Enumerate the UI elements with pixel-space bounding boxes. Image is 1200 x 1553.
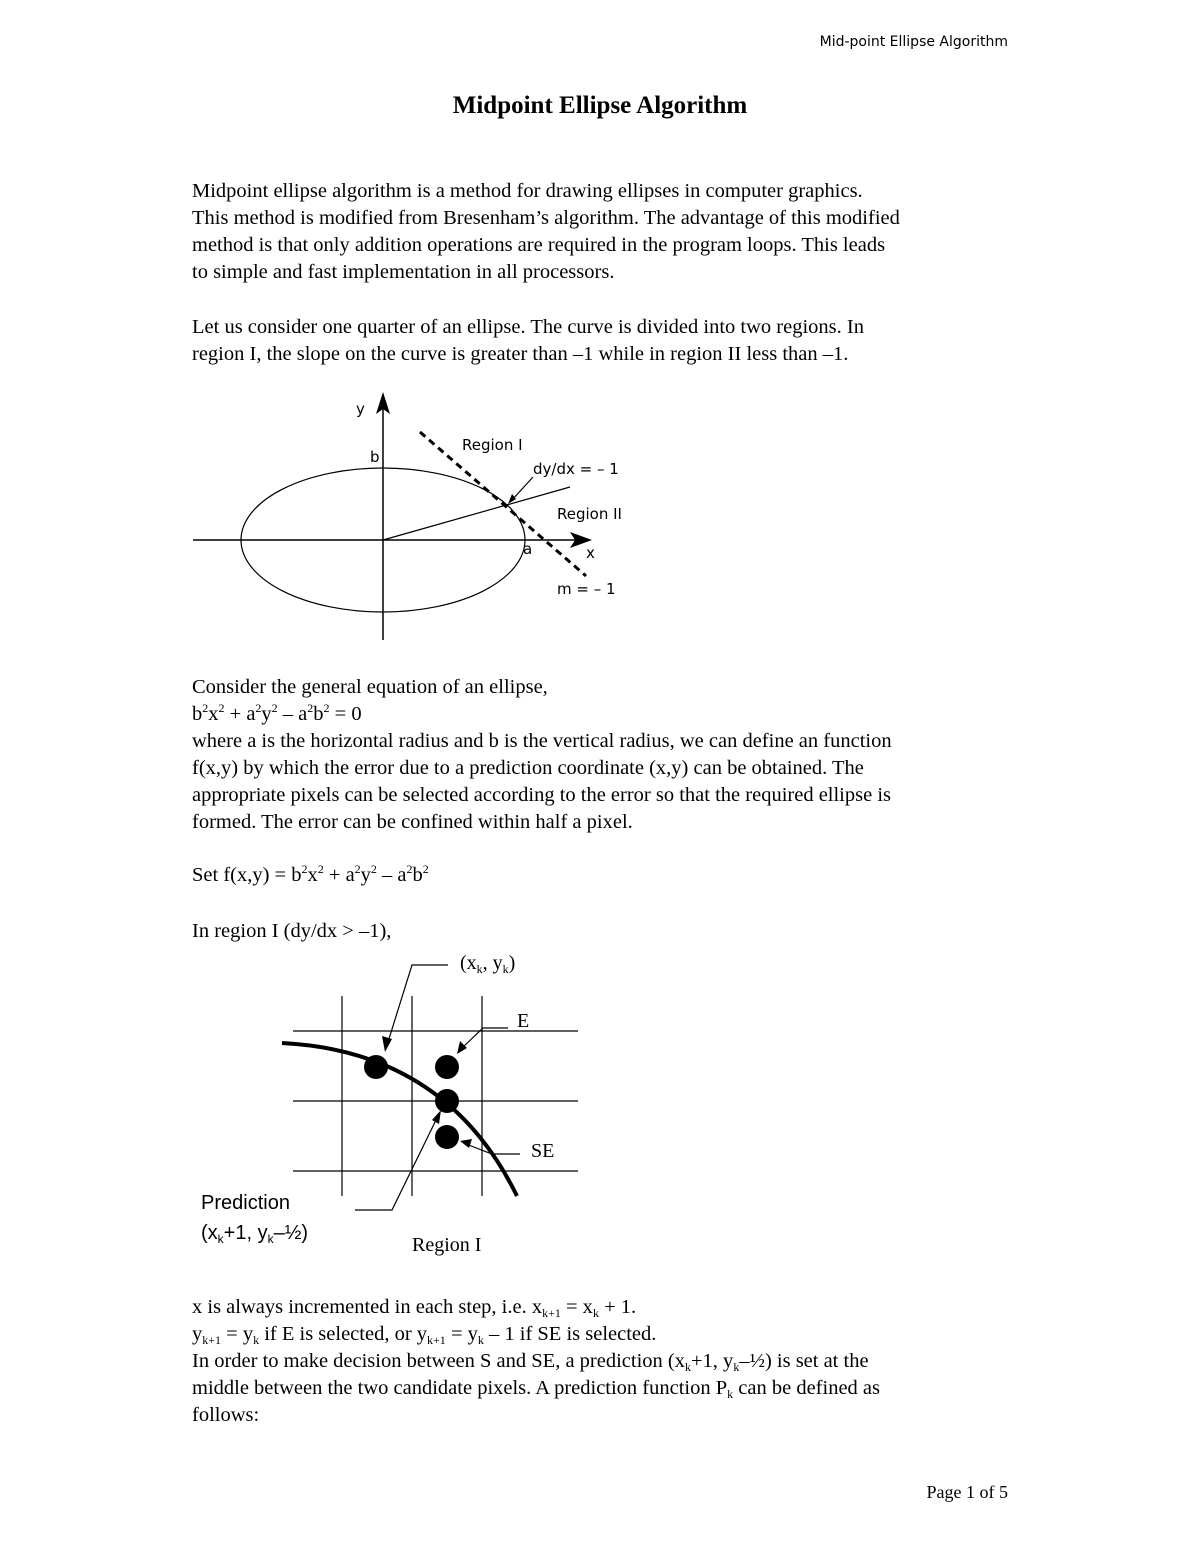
steps-section <box>192 1294 880 1429</box>
intro-line: method is that only addition operations are required in the program loops. This leads <box>192 234 886 256</box>
intro-line: to simple and fast implementation in all processors. <box>192 261 615 283</box>
b-label: b <box>370 448 380 466</box>
general-intro: Consider the general equation of an ellipse, <box>192 676 548 698</box>
prediction-pointer-arrowhead <box>432 1110 441 1124</box>
e-pointer-arrowhead <box>457 1041 467 1054</box>
se-pointer-arrowhead <box>460 1139 472 1148</box>
slope-pointer-line <box>512 477 533 500</box>
current-pixel-label: ($x_k$, $y_k$) <box>460 952 516 976</box>
page-title: Midpoint Ellipse Algorithm <box>452 92 748 119</box>
se-pixel-label: SE <box>531 1140 555 1162</box>
intro-line: This method is modified from Bresenham’s algorithm. The advantage of this modified <box>192 207 900 229</box>
general-line: formed. The error can be confined within half a pixel. <box>192 811 633 833</box>
pixel-pointer-arrowhead <box>382 1036 392 1052</box>
m-label: m = – 1 <box>557 580 616 598</box>
general-line: appropriate pixels can be selected according to the error so that the required ellipse is <box>192 784 892 806</box>
region1-label: Region I <box>462 436 523 454</box>
intro-line: Midpoint ellipse algorithm is a method for drawing ellipses in computer graphics. <box>192 180 863 202</box>
step-line: In order to make decision between S and SE, a prediction ($x_k+1$, $y_k-\frac{1}{2}$) is set at the <box>192 1350 869 1374</box>
pixel-midpoint <box>435 1089 459 1113</box>
e-pixel-label: E <box>517 1010 530 1032</box>
page-number: Page 1 of 5 <box>926 1482 1008 1502</box>
pixel-se <box>435 1125 459 1149</box>
step-line: middle between the two candidate pixels. A prediction function $P_k$ can be defined as <box>192 1377 880 1401</box>
slope-label: dy/dx = – 1 <box>533 460 619 478</box>
running-header: Mid-point Ellipse Algorithm <box>819 34 1008 50</box>
step-line: $y_{k+1} = y_k$ if E is selected, or $y_{k+1} = y_k - 1$ if SE is selected. <box>192 1323 657 1347</box>
midpoint-grid-figure <box>282 965 578 1210</box>
y-axis-label: y <box>356 400 365 418</box>
pixel-e <box>435 1055 459 1079</box>
general-line: f(x,y) by which the error due to a prediction coordinate (x,y) can be obtained. The <box>192 757 864 779</box>
prediction-coordinate-label: ($x_k+1$, $y_k-\frac{1}{2}$) <box>201 1222 309 1246</box>
radius-line <box>383 487 570 540</box>
step-line: follows: <box>192 1404 260 1426</box>
ellipse-equation: $b^2x^2 + a^2y^2 - a^2b^2 = 0$ <box>192 701 362 725</box>
prediction-label: Prediction <box>201 1192 290 1214</box>
region2-label: Region II <box>557 505 622 523</box>
prediction-pointer-line <box>355 1118 437 1210</box>
regions-line: region I, the slope on the curve is greater than –1 while in region II less than –1. <box>192 343 849 365</box>
general-line: where a is the horizontal radius and b is the vertical radius, we can define an function <box>192 730 892 752</box>
figure-caption-region1: Region I <box>412 1234 482 1256</box>
pixel-current <box>364 1055 388 1079</box>
x-axis-label: x <box>586 544 595 562</box>
a-label: a <box>523 540 533 558</box>
regions-line: Let us consider one quarter of an ellipse. The curve is divided into two regions. In <box>192 316 864 338</box>
set-function-line: Set $f(x,y) = b^2x^2 + a^2y^2 - a^2b^2$ <box>192 862 429 886</box>
step-line: x is always incremented in each step, i.e. $x_{k+1} = x_k + 1$. <box>192 1296 637 1320</box>
general-equation-section <box>192 674 892 836</box>
region1-heading: In region I (dy/dx > –1), <box>192 920 392 942</box>
